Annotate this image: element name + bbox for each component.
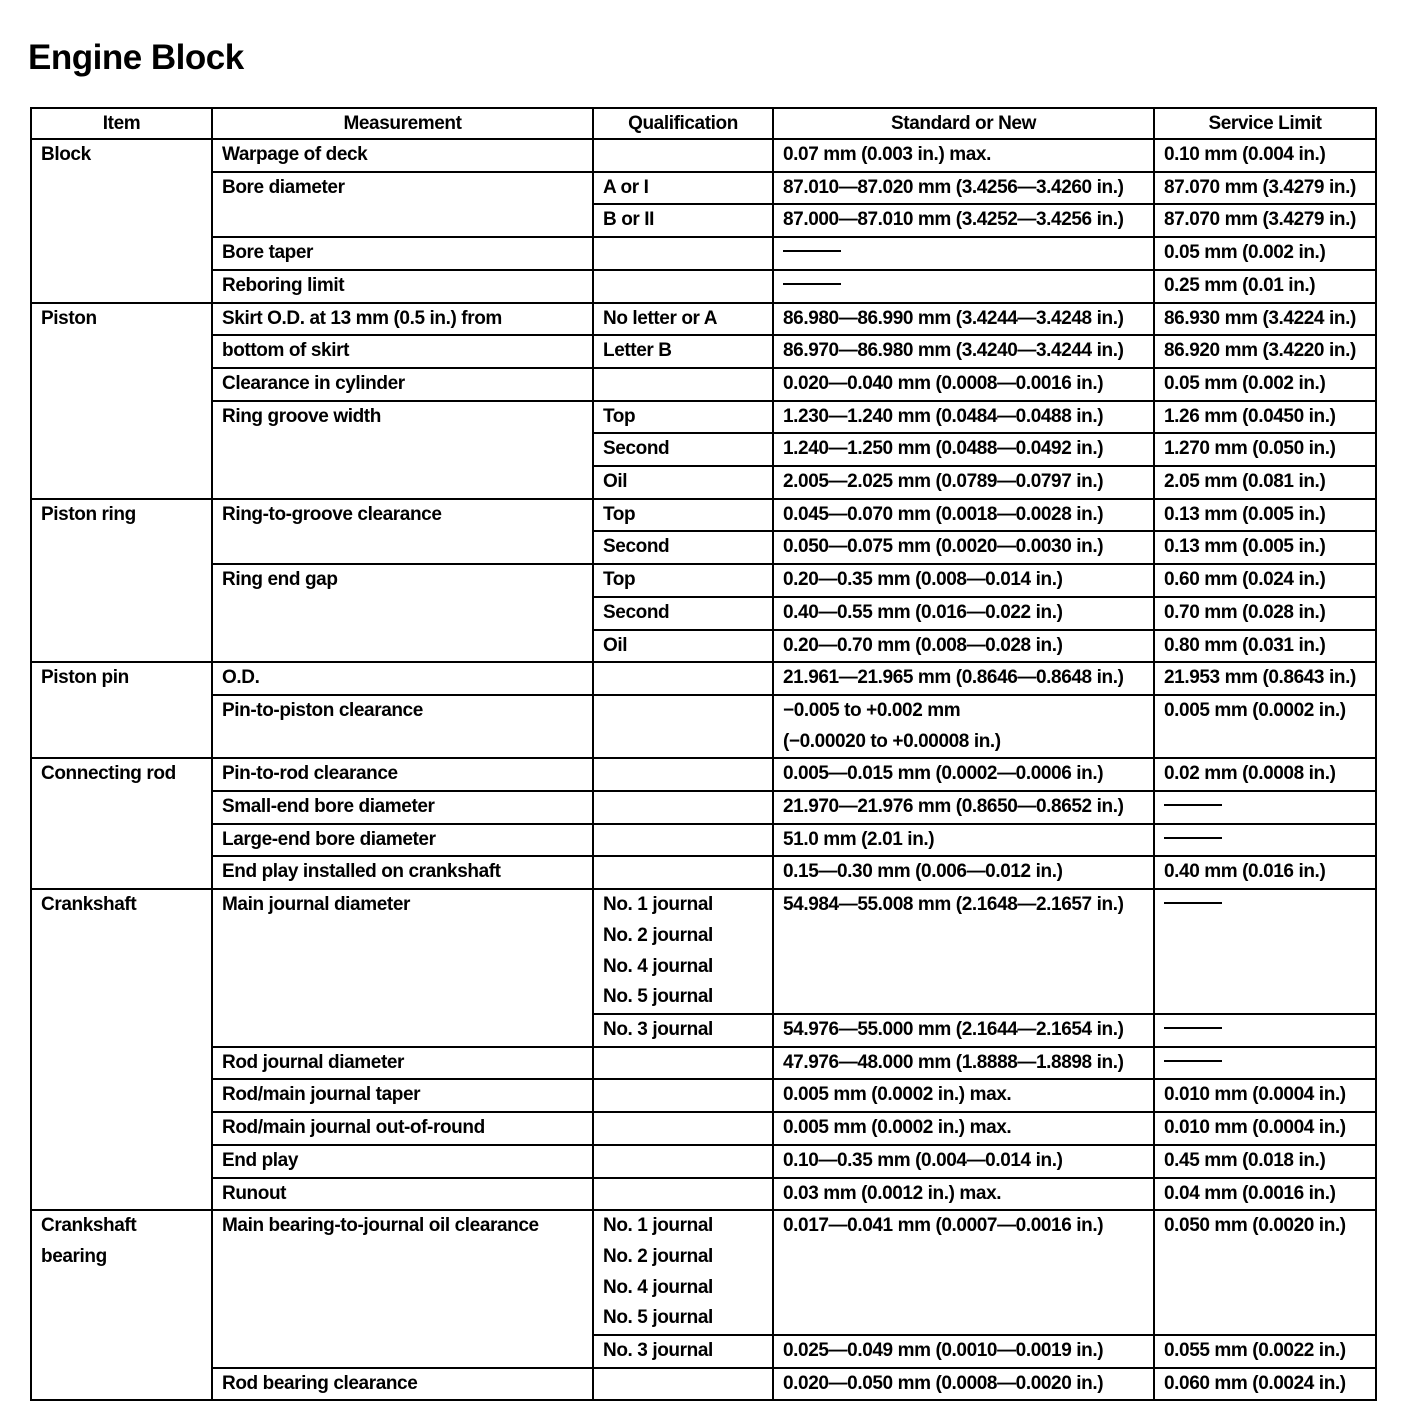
table-row bbox=[31, 791, 1376, 824]
cell-standard bbox=[773, 237, 1154, 270]
cell-standard bbox=[773, 531, 1154, 564]
qualification-text: No. 1 journal bbox=[603, 1215, 713, 1237]
cell-standard bbox=[773, 824, 1154, 857]
cell-service-limit bbox=[1154, 1210, 1376, 1335]
table-row bbox=[31, 1112, 1376, 1145]
qualification-text: Second bbox=[603, 536, 670, 558]
cell-measurement bbox=[212, 237, 593, 270]
cell-service-limit bbox=[1154, 695, 1376, 758]
cell-measurement bbox=[212, 889, 593, 1047]
measurement-text: Ring-to-groove clearance bbox=[222, 503, 442, 525]
cell-qualification bbox=[593, 237, 773, 270]
cell-qualification bbox=[593, 1210, 773, 1335]
cell-qualification bbox=[593, 139, 773, 172]
cell-service-limit bbox=[1154, 1368, 1376, 1401]
cell-standard bbox=[773, 1178, 1154, 1211]
cell-qualification bbox=[593, 204, 773, 237]
table-row bbox=[31, 139, 1376, 172]
qualification-text: No. 4 journal bbox=[603, 1276, 713, 1298]
header-service-limit: Service Limit bbox=[1154, 108, 1376, 139]
standard-text: 0.15—0.30 mm (0.006—0.012 in.) bbox=[783, 861, 1063, 883]
cell-standard bbox=[773, 466, 1154, 499]
limit-text: 0.005 mm (0.0002 in.) bbox=[1164, 699, 1346, 721]
qualification-text: B or II bbox=[603, 209, 655, 231]
cell-standard bbox=[773, 1112, 1154, 1145]
cell-qualification bbox=[593, 791, 773, 824]
measurement-text: Rod journal diameter bbox=[222, 1051, 405, 1073]
cell-standard bbox=[773, 597, 1154, 630]
qualification-text: Second bbox=[603, 438, 670, 460]
header-row bbox=[31, 108, 1376, 139]
dash-line bbox=[1164, 837, 1222, 839]
dash-mark bbox=[1164, 1048, 1375, 1079]
cell-qualification bbox=[593, 270, 773, 303]
qualification-text: No. 3 journal bbox=[603, 1018, 713, 1040]
standard-text: 21.961—21.965 mm (0.8646—0.8648 in.) bbox=[783, 667, 1124, 689]
cell-qualification bbox=[593, 758, 773, 791]
cell-service-limit bbox=[1154, 1335, 1376, 1368]
standard-text: 0.020—0.040 mm (0.0008—0.0016 in.) bbox=[783, 372, 1104, 394]
standard-text: 87.010—87.020 mm (3.4256—3.4260 in.) bbox=[783, 176, 1124, 198]
cell-standard bbox=[773, 139, 1154, 172]
dash-mark bbox=[783, 238, 1153, 269]
cell-qualification bbox=[593, 597, 773, 630]
limit-text: 0.04 mm (0.0016 in.) bbox=[1164, 1182, 1336, 1204]
dash-mark bbox=[1164, 825, 1375, 856]
cell-standard bbox=[773, 1079, 1154, 1112]
limit-text: 0.40 mm (0.016 in.) bbox=[1164, 861, 1326, 883]
cell-measurement bbox=[212, 172, 593, 237]
limit-text: 0.02 mm (0.0008 in.) bbox=[1164, 763, 1336, 785]
dash-mark bbox=[1164, 792, 1375, 823]
cell-service-limit bbox=[1154, 335, 1376, 368]
cell-measurement bbox=[212, 368, 593, 401]
limit-text: 1.270 mm (0.050 in.) bbox=[1164, 438, 1336, 460]
cell-measurement bbox=[212, 758, 593, 791]
cell-qualification bbox=[593, 466, 773, 499]
limit-text: 0.05 mm (0.002 in.) bbox=[1164, 372, 1326, 394]
cell-item bbox=[31, 139, 212, 303]
standard-text: 54.984—55.008 mm (2.1648—2.1657 in.) bbox=[783, 894, 1124, 916]
standard-text: 86.980—86.990 mm (3.4244—3.4248 in.) bbox=[783, 307, 1124, 329]
limit-text: 86.930 mm (3.4224 in.) bbox=[1164, 307, 1356, 329]
measurement-text: Large-end bore diameter bbox=[222, 828, 436, 850]
table-row bbox=[31, 1145, 1376, 1178]
cell-service-limit bbox=[1154, 531, 1376, 564]
qualification-text: No. 2 journal bbox=[603, 1245, 713, 1267]
cell-measurement bbox=[212, 139, 593, 172]
measurement-text: Small-end bore diameter bbox=[222, 796, 435, 818]
standard-text: 0.005 mm (0.0002 in.) max. bbox=[783, 1084, 1012, 1106]
qualification-text: No. 4 journal bbox=[603, 955, 713, 977]
cell-qualification bbox=[593, 695, 773, 758]
qualification-text: Letter B bbox=[603, 340, 672, 362]
item-label: Crankshaft bbox=[41, 894, 137, 916]
cell-qualification bbox=[593, 1079, 773, 1112]
cell-qualification bbox=[593, 401, 773, 434]
limit-text: 0.70 mm (0.028 in.) bbox=[1164, 601, 1326, 623]
cell-measurement bbox=[212, 1112, 593, 1145]
table-row bbox=[31, 662, 1376, 695]
table-row bbox=[31, 401, 1376, 434]
cell-qualification bbox=[593, 1047, 773, 1080]
cell-service-limit bbox=[1154, 368, 1376, 401]
limit-text: 0.050 mm (0.0020 in.) bbox=[1164, 1215, 1346, 1237]
dash-line bbox=[1164, 902, 1222, 904]
measurement-text: bottom of skirt bbox=[222, 340, 349, 362]
cell-measurement bbox=[212, 499, 593, 564]
cell-measurement bbox=[212, 335, 593, 368]
measurement-text: Pin-to-piston clearance bbox=[222, 699, 423, 721]
table-row bbox=[31, 237, 1376, 270]
cell-standard bbox=[773, 172, 1154, 205]
table-row bbox=[31, 1079, 1376, 1112]
measurement-text: Ring end gap bbox=[222, 569, 338, 591]
item-label: bearing bbox=[41, 1245, 107, 1267]
standard-text: 2.005—2.025 mm (0.0789—0.0797 in.) bbox=[783, 471, 1104, 493]
cell-service-limit bbox=[1154, 824, 1376, 857]
limit-text: 21.953 mm (0.8643 in.) bbox=[1164, 667, 1356, 689]
dash-line bbox=[783, 250, 841, 252]
qualification-text: Top bbox=[603, 569, 636, 591]
header-item: Item bbox=[31, 108, 212, 139]
measurement-text: Main bearing-to-journal oil clearance bbox=[222, 1215, 539, 1237]
cell-measurement bbox=[212, 1368, 593, 1401]
standard-text: 1.230—1.240 mm (0.0484—0.0488 in.) bbox=[783, 405, 1104, 427]
dash-mark bbox=[1164, 1015, 1375, 1046]
cell-measurement bbox=[212, 401, 593, 499]
cell-qualification bbox=[593, 303, 773, 336]
cell-standard bbox=[773, 695, 1154, 758]
table-row bbox=[31, 564, 1376, 597]
standard-text: 0.017—0.041 mm (0.0007—0.0016 in.) bbox=[783, 1215, 1104, 1237]
cell-measurement bbox=[212, 1047, 593, 1080]
cell-service-limit bbox=[1154, 466, 1376, 499]
dash-mark bbox=[783, 271, 1153, 302]
cell-service-limit bbox=[1154, 270, 1376, 303]
cell-service-limit bbox=[1154, 237, 1376, 270]
cell-service-limit bbox=[1154, 139, 1376, 172]
header-measurement: Measurement bbox=[212, 108, 593, 139]
cell-service-limit bbox=[1154, 889, 1376, 1014]
standard-text: 87.000—87.010 mm (3.4252—3.4256 in.) bbox=[783, 209, 1124, 231]
limit-text: 0.45 mm (0.018 in.) bbox=[1164, 1149, 1326, 1171]
limit-text: 87.070 mm (3.4279 in.) bbox=[1164, 209, 1356, 231]
limit-text: 0.13 mm (0.005 in.) bbox=[1164, 503, 1326, 525]
table-row bbox=[31, 1178, 1376, 1211]
dash-line bbox=[1164, 1060, 1222, 1062]
limit-text: 86.920 mm (3.4220 in.) bbox=[1164, 340, 1356, 362]
limit-text: 0.80 mm (0.031 in.) bbox=[1164, 634, 1326, 656]
cell-item bbox=[31, 499, 212, 663]
cell-qualification bbox=[593, 630, 773, 663]
cell-standard bbox=[773, 564, 1154, 597]
item-label: Piston bbox=[41, 307, 97, 329]
table-row bbox=[31, 499, 1376, 532]
cell-qualification bbox=[593, 662, 773, 695]
cell-qualification bbox=[593, 1368, 773, 1401]
measurement-text: Rod bearing clearance bbox=[222, 1372, 418, 1394]
qualification-text: Oil bbox=[603, 471, 628, 493]
measurement-text: End play bbox=[222, 1149, 298, 1171]
standard-text: 0.40—0.55 mm (0.016—0.022 in.) bbox=[783, 601, 1063, 623]
cell-standard bbox=[773, 630, 1154, 663]
limit-text: 0.060 mm (0.0024 in.) bbox=[1164, 1372, 1346, 1394]
cell-standard bbox=[773, 1368, 1154, 1401]
cell-qualification bbox=[593, 824, 773, 857]
cell-service-limit bbox=[1154, 564, 1376, 597]
cell-service-limit bbox=[1154, 856, 1376, 889]
cell-service-limit bbox=[1154, 499, 1376, 532]
standard-text: 86.970—86.980 mm (3.4240—3.4244 in.) bbox=[783, 340, 1124, 362]
table-row bbox=[31, 695, 1376, 758]
cell-service-limit bbox=[1154, 1145, 1376, 1178]
cell-measurement bbox=[212, 824, 593, 857]
limit-text: 0.13 mm (0.005 in.) bbox=[1164, 536, 1326, 558]
cell-qualification bbox=[593, 1145, 773, 1178]
standard-text: 0.10—0.35 mm (0.004—0.014 in.) bbox=[783, 1149, 1063, 1171]
limit-text: 1.26 mm (0.0450 in.) bbox=[1164, 405, 1336, 427]
standard-text: 0.20—0.35 mm (0.008—0.014 in.) bbox=[783, 569, 1063, 591]
limit-text: 0.055 mm (0.0022 in.) bbox=[1164, 1340, 1346, 1362]
cell-measurement bbox=[212, 856, 593, 889]
cell-standard bbox=[773, 303, 1154, 336]
spec-body bbox=[31, 139, 1376, 1400]
page-title: Engine Block bbox=[28, 38, 244, 77]
standard-text: 0.020—0.050 mm (0.0008—0.0020 in.) bbox=[783, 1372, 1104, 1394]
cell-qualification bbox=[593, 172, 773, 205]
cell-standard bbox=[773, 1210, 1154, 1335]
item-label: Piston pin bbox=[41, 667, 129, 689]
measurement-text: End play installed on crankshaft bbox=[222, 861, 501, 883]
cell-qualification bbox=[593, 433, 773, 466]
cell-measurement bbox=[212, 695, 593, 758]
cell-qualification bbox=[593, 856, 773, 889]
table-row bbox=[31, 270, 1376, 303]
qualification-text: No. 3 journal bbox=[603, 1340, 713, 1362]
cell-service-limit bbox=[1154, 791, 1376, 824]
cell-service-limit bbox=[1154, 630, 1376, 663]
cell-service-limit bbox=[1154, 1014, 1376, 1047]
cell-standard bbox=[773, 889, 1154, 1014]
cell-service-limit bbox=[1154, 1178, 1376, 1211]
item-label: Connecting rod bbox=[41, 763, 176, 785]
cell-standard bbox=[773, 1014, 1154, 1047]
standard-text: 0.050—0.075 mm (0.0020—0.0030 in.) bbox=[783, 536, 1104, 558]
item-label: Crankshaft bbox=[41, 1215, 137, 1237]
cell-service-limit bbox=[1154, 433, 1376, 466]
cell-measurement bbox=[212, 791, 593, 824]
measurement-text: Rod/main journal out-of-round bbox=[222, 1117, 485, 1139]
standard-text: 0.20—0.70 mm (0.008—0.028 in.) bbox=[783, 634, 1063, 656]
qualification-text: No. 5 journal bbox=[603, 986, 713, 1008]
cell-service-limit bbox=[1154, 303, 1376, 336]
cell-service-limit bbox=[1154, 1112, 1376, 1145]
standard-text: 54.976—55.000 mm (2.1644—2.1654 in.) bbox=[783, 1018, 1124, 1040]
cell-measurement bbox=[212, 1079, 593, 1112]
cell-measurement bbox=[212, 1178, 593, 1211]
standard-text: 0.025—0.049 mm (0.0010—0.0019 in.) bbox=[783, 1340, 1104, 1362]
cell-measurement bbox=[212, 303, 593, 336]
dash-line bbox=[783, 283, 841, 285]
cell-service-limit bbox=[1154, 758, 1376, 791]
cell-standard bbox=[773, 1145, 1154, 1178]
standard-text: 0.005 mm (0.0002 in.) max. bbox=[783, 1117, 1012, 1139]
qualification-text: No. 2 journal bbox=[603, 924, 713, 946]
measurement-text: O.D. bbox=[222, 667, 260, 689]
cell-standard bbox=[773, 368, 1154, 401]
cell-service-limit bbox=[1154, 1047, 1376, 1080]
dash-line bbox=[1164, 804, 1222, 806]
limit-text: 0.60 mm (0.024 in.) bbox=[1164, 569, 1326, 591]
measurement-text: Main journal diameter bbox=[222, 894, 410, 916]
dash-line bbox=[1164, 1027, 1222, 1029]
limit-text: 0.010 mm (0.0004 in.) bbox=[1164, 1117, 1346, 1139]
cell-standard bbox=[773, 204, 1154, 237]
cell-item bbox=[31, 303, 212, 499]
limit-text: 0.05 mm (0.002 in.) bbox=[1164, 242, 1326, 264]
item-label: Block bbox=[41, 144, 91, 165]
cell-qualification bbox=[593, 1112, 773, 1145]
qualification-text: No. 5 journal bbox=[603, 1307, 713, 1329]
cell-measurement bbox=[212, 1145, 593, 1178]
table-row bbox=[31, 889, 1376, 1014]
standard-text: −0.005 to +0.002 mm bbox=[783, 699, 961, 721]
standard-text: 21.970—21.976 mm (0.8650—0.8652 in.) bbox=[783, 796, 1124, 818]
limit-text: 87.070 mm (3.4279 in.) bbox=[1164, 176, 1356, 198]
qualification-text: No letter or A bbox=[603, 307, 718, 329]
cell-standard bbox=[773, 335, 1154, 368]
table-row bbox=[31, 758, 1376, 791]
table-row bbox=[31, 824, 1376, 857]
dash-mark bbox=[1164, 890, 1375, 921]
cell-service-limit bbox=[1154, 662, 1376, 695]
cell-standard bbox=[773, 791, 1154, 824]
table-row bbox=[31, 856, 1376, 889]
cell-item bbox=[31, 1210, 212, 1400]
cell-measurement bbox=[212, 662, 593, 695]
cell-item bbox=[31, 889, 212, 1210]
limit-text: 0.010 mm (0.0004 in.) bbox=[1164, 1084, 1346, 1106]
measurement-text: Clearance in cylinder bbox=[222, 372, 405, 394]
measurement-text: Bore taper bbox=[222, 242, 314, 264]
cell-standard bbox=[773, 270, 1154, 303]
qualification-text: Top bbox=[603, 405, 636, 427]
cell-item bbox=[31, 662, 212, 758]
table-row bbox=[31, 172, 1376, 205]
measurement-text: Pin-to-rod clearance bbox=[222, 763, 398, 785]
cell-qualification bbox=[593, 889, 773, 1014]
cell-qualification bbox=[593, 1014, 773, 1047]
standard-text: 0.03 mm (0.0012 in.) max. bbox=[783, 1182, 1002, 1204]
spec-table bbox=[30, 107, 1377, 1401]
cell-service-limit bbox=[1154, 401, 1376, 434]
table-row bbox=[31, 368, 1376, 401]
cell-service-limit bbox=[1154, 172, 1376, 205]
standard-text: 47.976—48.000 mm (1.8888—1.8898 in.) bbox=[783, 1051, 1124, 1073]
cell-item bbox=[31, 758, 212, 889]
standard-text: 0.045—0.070 mm (0.0018—0.0028 in.) bbox=[783, 503, 1104, 525]
measurement-text: Ring groove width bbox=[222, 405, 381, 427]
measurement-text: Skirt O.D. at 13 mm (0.5 in.) from bbox=[222, 307, 502, 329]
cell-service-limit bbox=[1154, 1079, 1376, 1112]
measurement-text: Reboring limit bbox=[222, 274, 345, 296]
cell-standard bbox=[773, 1335, 1154, 1368]
cell-qualification bbox=[593, 335, 773, 368]
table-row bbox=[31, 303, 1376, 336]
standard-text: 51.0 mm (2.01 in.) bbox=[783, 828, 935, 850]
cell-qualification bbox=[593, 531, 773, 564]
header-standard: Standard or New bbox=[773, 108, 1154, 139]
qualification-text: Top bbox=[603, 503, 636, 525]
cell-qualification bbox=[593, 499, 773, 532]
standard-text: 0.005—0.015 mm (0.0002—0.0006 in.) bbox=[783, 763, 1104, 785]
cell-standard bbox=[773, 856, 1154, 889]
table-row bbox=[31, 335, 1376, 368]
limit-text: 2.05 mm (0.081 in.) bbox=[1164, 471, 1326, 493]
cell-service-limit bbox=[1154, 204, 1376, 237]
measurement-text: Bore diameter bbox=[222, 176, 345, 198]
standard-text: (−0.00020 to +0.00008 in.) bbox=[783, 730, 1001, 752]
cell-measurement bbox=[212, 1210, 593, 1368]
table-row bbox=[31, 1210, 1376, 1335]
cell-measurement bbox=[212, 270, 593, 303]
qualification-text: Second bbox=[603, 601, 670, 623]
cell-standard bbox=[773, 499, 1154, 532]
header-qualification: Qualification bbox=[593, 108, 773, 139]
cell-service-limit bbox=[1154, 597, 1376, 630]
cell-qualification bbox=[593, 368, 773, 401]
standard-text: 0.07 mm (0.003 in.) max. bbox=[783, 144, 991, 165]
cell-qualification bbox=[593, 1335, 773, 1368]
cell-qualification bbox=[593, 564, 773, 597]
qualification-text: No. 1 journal bbox=[603, 894, 713, 916]
standard-text: 1.240—1.250 mm (0.0488—0.0492 in.) bbox=[783, 438, 1104, 460]
cell-standard bbox=[773, 1047, 1154, 1080]
qualification-text: Oil bbox=[603, 634, 628, 656]
measurement-text: Runout bbox=[222, 1182, 287, 1204]
cell-measurement bbox=[212, 564, 593, 662]
table-row bbox=[31, 1368, 1376, 1401]
cell-standard bbox=[773, 401, 1154, 434]
measurement-text: Rod/main journal taper bbox=[222, 1084, 421, 1106]
cell-standard bbox=[773, 662, 1154, 695]
limit-text: 0.25 mm (0.01 in.) bbox=[1164, 274, 1316, 296]
qualification-text: A or I bbox=[603, 176, 649, 198]
cell-standard bbox=[773, 433, 1154, 466]
table-row bbox=[31, 1047, 1376, 1080]
cell-qualification bbox=[593, 1178, 773, 1211]
limit-text: 0.10 mm (0.004 in.) bbox=[1164, 144, 1326, 165]
cell-standard bbox=[773, 758, 1154, 791]
item-label: Piston ring bbox=[41, 503, 136, 525]
measurement-text: Warpage of deck bbox=[222, 144, 368, 165]
